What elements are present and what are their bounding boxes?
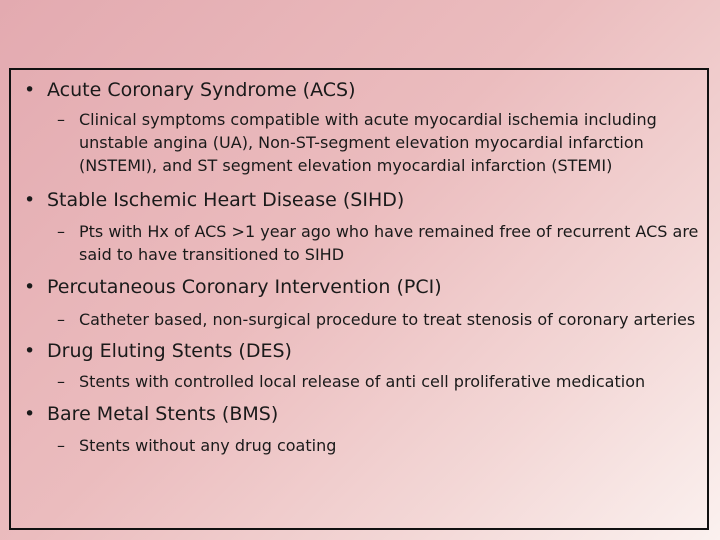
- dash-icon: –: [57, 310, 65, 329]
- dash-icon: –: [57, 372, 65, 391]
- definitions-box: [9, 68, 709, 530]
- term-detail: Stents with controlled local release of anti cell proliferative medication: [79, 372, 646, 391]
- bullet-icon: •: [24, 79, 36, 101]
- term-detail: Stents without any drug coating: [79, 436, 337, 455]
- dash-icon: –: [57, 436, 65, 455]
- bullet-icon: •: [24, 340, 36, 362]
- term-heading: Acute Coronary Syndrome (ACS): [47, 79, 356, 101]
- bullet-icon: •: [24, 189, 36, 211]
- bullet-icon: •: [24, 403, 36, 425]
- term-heading: Bare Metal Stents (BMS): [47, 403, 279, 425]
- term-detail: Clinical symptoms compatible with acute myocardial ischemia including unstable angina (UA), Non-ST-segment elevation myocardial infarction (NSTEMI), and ST segment elevation myocardial infarction (STEMI): [79, 110, 657, 175]
- term-heading: Drug Eluting Stents (DES): [47, 340, 292, 362]
- term-heading: Stable Ischemic Heart Disease (SIHD): [47, 189, 405, 211]
- dash-icon: –: [57, 110, 65, 129]
- term-heading: Percutaneous Coronary Intervention (PCI): [47, 276, 442, 298]
- dash-icon: –: [57, 222, 65, 241]
- term-detail: Pts with Hx of ACS >1 year ago who have remained free of recurrent ACS are said to have transitioned to SIHD: [79, 222, 699, 264]
- bullet-icon: •: [24, 276, 36, 298]
- term-detail: Catheter based, non-surgical procedure to treat stenosis of coronary arteries: [79, 310, 696, 329]
